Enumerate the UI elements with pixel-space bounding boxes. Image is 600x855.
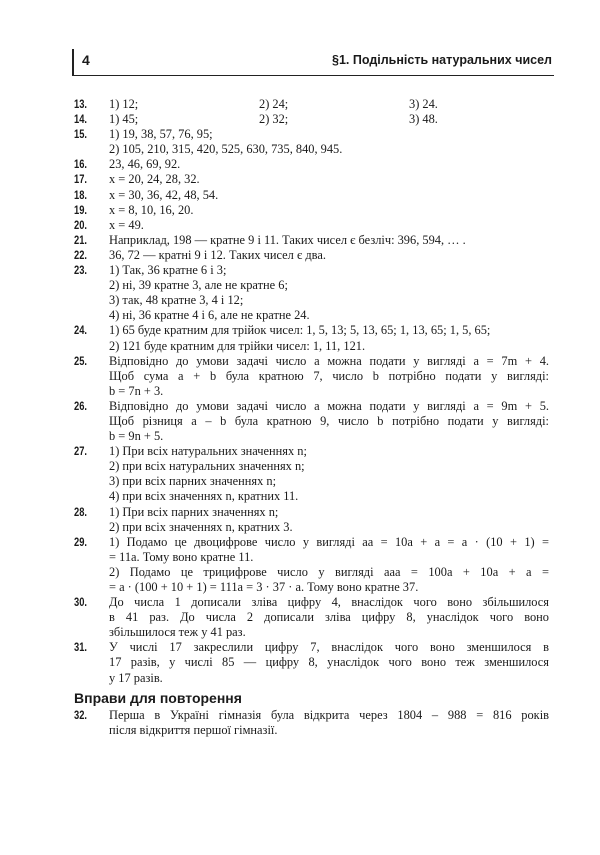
answer-columns <box>109 97 549 112</box>
exercise-answer <box>74 444 600 504</box>
answer-line: 4) при всіх значеннях n, кратних 11. <box>109 489 299 504</box>
exercise-answer <box>74 505 600 535</box>
answer-line: збільшилося теж у 41 раз. <box>109 625 246 640</box>
exercise-body <box>109 127 549 157</box>
exercise-answer <box>74 127 600 157</box>
exercise-answer <box>74 708 600 738</box>
answer-line: 17 разів, у числі 85 — цифру 8, унаслідок чого воно теж зменшилося <box>109 655 549 670</box>
answer-line: До числа 1 дописали зліва цифру 4, внаслідок чого воно збільшилося <box>109 595 549 610</box>
answer-line: 1) Подамо це двоцифрове число у вигляді aa = 10a + a = a · (10 + 1) = <box>109 534 549 549</box>
exercise-body <box>109 399 549 444</box>
exercise-answer <box>74 172 600 187</box>
exercise-answer <box>74 535 600 595</box>
exercise-number: 31. <box>74 640 88 655</box>
answer-item: 1) 45; <box>109 112 139 127</box>
answer-line: у 17 разів. <box>109 670 163 685</box>
answer-columns <box>109 112 549 127</box>
exercise-body <box>109 640 549 685</box>
answer-line: x = 49. <box>109 217 144 232</box>
exercise-number: 14. <box>74 112 88 127</box>
exercise-answer <box>74 233 600 248</box>
answer-line: Відповідно до умови задачі число a можна подати у вигляді a = 7m + 4. <box>109 353 549 368</box>
exercise-answer <box>74 112 600 127</box>
exercise-number: 27. <box>74 444 88 459</box>
exercise-answer <box>74 640 600 685</box>
exercise-number: 23. <box>74 263 88 278</box>
exercise-answer <box>74 595 600 640</box>
exercise-answer <box>74 218 600 233</box>
exercise-answer <box>74 263 600 323</box>
exercise-answer <box>74 399 600 444</box>
exercise-body <box>109 112 549 127</box>
answer-line: x = 8, 10, 16, 20. <box>109 202 194 217</box>
answer-item: 3) 48. <box>409 112 438 127</box>
answer-item: 3) 24. <box>409 97 438 111</box>
exercise-number: 16. <box>74 157 88 172</box>
exercise-body <box>109 263 549 323</box>
answer-line: 1) 19, 38, 57, 76, 95; <box>109 127 213 142</box>
exercise-number: 21. <box>74 232 88 247</box>
answer-line: 2) при всіх значеннях n, кратних 3. <box>109 519 293 534</box>
exercise-number: 30. <box>74 595 88 610</box>
answer-line: 1) При всіх натуральних значеннях n; <box>109 444 307 459</box>
exercise-body <box>109 203 549 218</box>
exercise-number: 13. <box>74 97 88 111</box>
answer-line: Наприклад, 198 — кратне 9 і 11. Таких чисел є безліч: 396, 594, … . <box>109 232 466 247</box>
answer-item: 2) 32; <box>259 112 289 127</box>
exercise-body <box>109 535 549 595</box>
exercise-body <box>109 444 549 504</box>
answer-line: 2) при всіх натуральних значеннях n; <box>109 459 305 474</box>
answer-line: 3) при всіх парних значеннях n; <box>109 474 277 489</box>
exercise-number: 15. <box>74 127 88 142</box>
exercise-answer <box>74 188 600 203</box>
answer-line: У числі 17 закреслили цифру 7, внаслідок чого воно зменшилося в <box>109 640 549 655</box>
exercise-number: 29. <box>74 534 88 549</box>
exercise-body <box>109 248 549 263</box>
answer-line: = a · (100 + 10 + 1) = 111a = 3 · 37 · a. Тому воно кратне 37. <box>109 580 419 594</box>
answer-item: 2) 24; <box>259 97 289 111</box>
answer-line: 2) 121 буде кратним для трійки чисел: 1, 11, 121. <box>109 338 366 353</box>
answer-line: 1) 65 буде кратним для трійок чисел: 1, 5, 13; 5, 13, 65; 1, 13, 65; 1, 5, 65; <box>109 323 491 338</box>
answer-line: Щоб сума a + b була кратною 7, число b потрібно подати у вигляді: <box>109 368 549 383</box>
exercise-answer <box>74 323 600 353</box>
answer-line: в 41 раз. До числа 2 дописали зліва цифру 8, унаслідок чого воно <box>109 610 549 625</box>
exercise-answer <box>74 97 600 112</box>
exercise-body <box>109 97 549 112</box>
answer-line: 23, 46, 69, 92. <box>109 157 181 172</box>
exercise-number: 19. <box>74 202 88 217</box>
section-title: Вправи для повторення <box>74 689 242 706</box>
answer-line: = 11a. Тому воно кратне 11. <box>109 549 254 564</box>
answer-line: x = 30, 36, 42, 48, 54. <box>109 187 219 202</box>
answer-line: 3) так, 48 кратне 3, 4 і 12; <box>109 293 244 308</box>
answer-line: 2) ні, 39 кратне 3, але не кратне 6; <box>109 278 288 293</box>
answer-line: 1) Так, 36 кратне 6 і 3; <box>109 263 227 278</box>
exercise-body <box>109 233 549 248</box>
answer-line: 1) При всіх парних значеннях n; <box>109 504 279 519</box>
answer-line: 2) Подамо це трицифрове число у вигляді aaa = 100a + 10a + a = <box>109 564 549 579</box>
answer-line: після відкриття першої гімназії. <box>109 722 278 737</box>
exercise-number: 24. <box>74 323 88 338</box>
exercise-answer <box>74 354 600 399</box>
exercise-answer <box>74 203 600 218</box>
page-header <box>72 49 554 76</box>
exercise-body <box>109 505 549 535</box>
exercise-number: 28. <box>74 504 88 519</box>
exercise-body <box>109 323 549 353</box>
exercise-body <box>109 157 549 172</box>
exercise-body <box>109 188 549 203</box>
exercise-body <box>109 708 549 738</box>
exercise-answer <box>74 157 600 172</box>
answer-line: Щоб різниця a – b була кратною 9, число b потрібно подати у вигляді: <box>109 413 549 428</box>
answer-line: Відповідно до умови задачі число a можна подати у вигляді a = 9m + 5. <box>109 398 549 413</box>
answer-item: 1) 12; <box>109 97 139 111</box>
exercise-number: 18. <box>74 187 88 202</box>
answer-line: b = 7n + 3. <box>109 383 164 398</box>
exercise-number: 26. <box>74 398 88 413</box>
exercise-body <box>109 172 549 187</box>
exercise-body <box>109 595 549 640</box>
answer-line: 36, 72 — кратні 9 і 12. Таких чисел є два. <box>109 247 326 262</box>
answer-line: 2) 105, 210, 315, 420, 525, 630, 735, 840, 945. <box>109 142 343 157</box>
exercise-answer <box>74 248 600 263</box>
answer-line: x = 20, 24, 28, 32. <box>109 172 200 187</box>
answer-line: Перша в Україні гімназія була відкрита через 1804 – 988 = 816 років <box>109 707 549 722</box>
answer-line: b = 9n + 5. <box>109 429 164 444</box>
exercise-number: 20. <box>74 217 88 232</box>
page-number: 4 <box>82 52 90 68</box>
chapter-title: §1. Подільність натуральних чисел <box>332 53 552 67</box>
exercise-number: 25. <box>74 353 88 368</box>
exercise-number: 17. <box>74 172 88 187</box>
header-left-rule <box>72 49 74 76</box>
exercise-number: 22. <box>74 247 88 262</box>
exercise-body <box>109 354 549 399</box>
exercise-number: 32. <box>74 707 88 722</box>
answer-line: 4) ні, 36 кратне 4 і 6, але не кратне 24. <box>109 308 310 323</box>
answers-content <box>0 97 600 738</box>
exercise-body <box>109 218 549 233</box>
